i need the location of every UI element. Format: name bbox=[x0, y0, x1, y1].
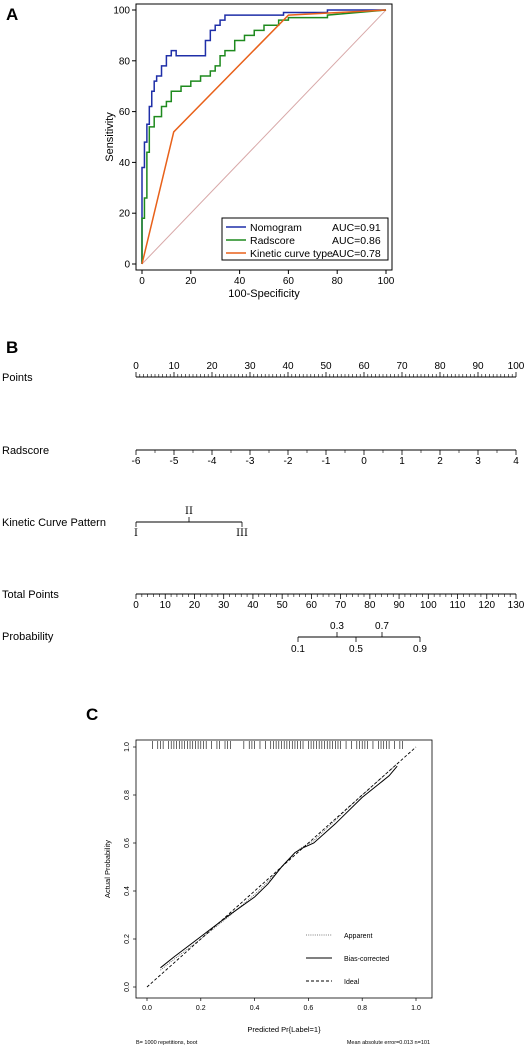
legend-auc-nomogram: AUC=0.91 bbox=[332, 222, 381, 234]
nomogram-label-total-points: Total Points bbox=[2, 589, 59, 601]
points-tick-label: 100 bbox=[507, 361, 525, 372]
kinetic-tick-label: I bbox=[134, 528, 138, 539]
legend-label-nomogram: Nomogram bbox=[250, 222, 302, 234]
total-points-tick-label: 100 bbox=[419, 600, 437, 611]
calibration-y-tick-label: 0.2 bbox=[124, 934, 131, 944]
radscore-tick-label: 4 bbox=[513, 456, 519, 467]
radscore-tick-label: 2 bbox=[437, 456, 443, 467]
probability-tick-label: 0.3 bbox=[330, 621, 344, 632]
total-points-tick-label: 110 bbox=[449, 600, 466, 611]
points-tick-label: 50 bbox=[320, 361, 332, 372]
radscore-tick-label: -5 bbox=[169, 456, 179, 467]
radscore-tick-label: -3 bbox=[245, 456, 255, 467]
nomogram-label-probability: Probability bbox=[2, 631, 54, 643]
radscore-tick-label: -6 bbox=[131, 456, 141, 467]
roc-x-tick-label: 60 bbox=[282, 276, 294, 287]
radscore-tick-label: 1 bbox=[399, 456, 405, 467]
calibration-x-tick-label: 0.6 bbox=[303, 1005, 314, 1012]
total-points-tick-label: 90 bbox=[393, 600, 405, 611]
roc-y-tick-label: 80 bbox=[118, 56, 130, 68]
points-tick-label: 60 bbox=[358, 361, 370, 372]
total-points-tick-label: 130 bbox=[507, 600, 525, 611]
calibration-x-tick-label: 0.2 bbox=[195, 1005, 206, 1012]
roc-y-axis-label: Sensitivity bbox=[104, 112, 116, 162]
points-tick-label: 80 bbox=[434, 361, 446, 372]
points-tick-label: 40 bbox=[282, 361, 294, 372]
calibration-x-axis-label: Predicted Pr{Label=1} bbox=[247, 1025, 321, 1034]
roc-x-axis-label: 100-Specificity bbox=[228, 288, 300, 300]
total-points-tick-label: 60 bbox=[305, 600, 317, 611]
points-tick-label: 90 bbox=[472, 361, 484, 372]
legend-label-ideal: Ideal bbox=[344, 979, 360, 986]
probability-tick-label: 0.9 bbox=[413, 644, 427, 655]
points-tick-label: 70 bbox=[396, 361, 408, 372]
nomogram-label-points: Points bbox=[2, 372, 33, 384]
radscore-tick-label: -1 bbox=[321, 456, 331, 467]
nomogram bbox=[2, 361, 525, 655]
calibration-y-tick-label: 0.4 bbox=[124, 886, 131, 896]
calibration-y-tick-label: 0.8 bbox=[124, 790, 131, 800]
total-points-tick-label: 70 bbox=[335, 600, 347, 611]
roc-y-tick-label: 40 bbox=[118, 157, 130, 169]
radscore-tick-label: 3 bbox=[475, 456, 481, 467]
total-points-tick-label: 0 bbox=[133, 600, 139, 611]
roc-y-tick-label: 20 bbox=[118, 208, 130, 220]
kinetic-tick-label: II bbox=[185, 506, 193, 517]
calibration-legend bbox=[306, 933, 389, 986]
total-points-tick-label: 50 bbox=[276, 600, 288, 611]
calibration-chart bbox=[103, 740, 432, 1046]
legend-label-radscore: Radscore bbox=[250, 235, 295, 247]
calibration-x-tick-label: 0.0 bbox=[142, 1005, 152, 1012]
legend-auc-radscore: AUC=0.86 bbox=[332, 235, 381, 247]
calibration-y-axis-label: Actual Probability bbox=[103, 840, 112, 898]
probability-tick-label: 0.7 bbox=[375, 621, 389, 632]
total-points-tick-label: 40 bbox=[247, 600, 259, 611]
calibration-series-ideal bbox=[147, 747, 416, 987]
nomogram-label-kinetic: Kinetic Curve Pattern bbox=[2, 517, 106, 529]
radscore-tick-label: -4 bbox=[207, 456, 217, 467]
calibration-rug bbox=[152, 741, 402, 749]
kinetic-tick-label: III bbox=[236, 528, 248, 539]
legend-auc-kinetic: AUC=0.78 bbox=[332, 248, 381, 260]
radscore-tick-label: -2 bbox=[283, 456, 293, 467]
roc-x-tick-label: 0 bbox=[139, 276, 145, 287]
calibration-series-group bbox=[147, 747, 416, 987]
total-points-tick-label: 30 bbox=[218, 600, 230, 611]
calibration-x-tick-label: 1.0 bbox=[411, 1005, 421, 1012]
total-points-tick-label: 80 bbox=[364, 600, 376, 611]
panel-label-b: B bbox=[6, 338, 19, 357]
probability-tick-label: 0.1 bbox=[291, 644, 305, 655]
probability-tick-label: 0.5 bbox=[349, 644, 363, 655]
points-tick-label: 0 bbox=[133, 361, 139, 372]
radscore-tick-label: 0 bbox=[361, 456, 367, 467]
legend-label-apparent: Apparent bbox=[344, 933, 373, 940]
roc-legend bbox=[222, 218, 388, 260]
points-tick-label: 30 bbox=[244, 361, 256, 372]
roc-chart bbox=[104, 4, 395, 300]
calibration-x-tick-label: 0.8 bbox=[357, 1005, 368, 1012]
calibration-y-tick-label: 1.0 bbox=[124, 742, 131, 752]
total-points-tick-label: 10 bbox=[159, 600, 171, 611]
nomogram-label-radscore: Radscore bbox=[2, 445, 50, 457]
points-tick-label: 20 bbox=[206, 361, 218, 372]
legend-label-bias-corrected: Bias-corrected bbox=[344, 956, 390, 963]
roc-x-tick-label: 100 bbox=[377, 276, 395, 287]
calibration-footnote-left: B= 1000 repetitions, boot bbox=[136, 1040, 198, 1046]
total-points-tick-label: 120 bbox=[478, 600, 496, 611]
calibration-y-tick-label: 0.6 bbox=[124, 838, 131, 848]
nomogram-scales bbox=[132, 361, 525, 655]
legend-label-kinetic: Kinetic curve type bbox=[250, 248, 333, 260]
total-points-tick-label: 20 bbox=[188, 600, 201, 611]
calibration-y-tick-label: 0.0 bbox=[124, 982, 131, 992]
roc-y-tick-label: 100 bbox=[113, 5, 130, 17]
calibration-x-tick-label: 0.4 bbox=[249, 1005, 260, 1012]
roc-y-tick-label: 60 bbox=[118, 107, 130, 119]
roc-x-tick-label: 40 bbox=[234, 276, 246, 287]
calibration-footnote-right: Mean absolute error=0.013 n=101 bbox=[346, 1040, 430, 1046]
roc-x-tick-label: 20 bbox=[185, 276, 197, 287]
panel-label-a: A bbox=[6, 5, 19, 24]
points-tick-label: 10 bbox=[168, 361, 180, 372]
roc-y-tick-label: 0 bbox=[124, 259, 130, 271]
roc-x-tick-label: 80 bbox=[331, 276, 343, 287]
panel-label-c: C bbox=[86, 705, 99, 724]
